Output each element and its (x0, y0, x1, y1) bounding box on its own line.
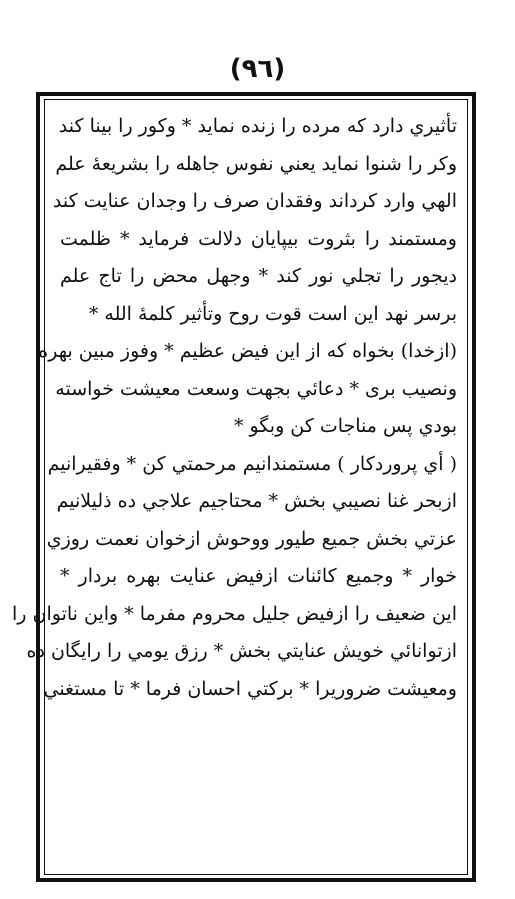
text-line: ومستمند را بثروت بیپایان دلالت فرماید * ظلمت (60, 227, 457, 250)
body-text (12, 108, 457, 708)
text-line: (ازخدا) بخواه که از این فیض عظیم * وفوز مبین بهره (38, 340, 457, 362)
text-line: بودي پس مناجات کن وبگو * (233, 415, 457, 437)
text-line: ازبحر غنا نصیبي بخش * محتاجیم علاجي ده ذلیلانیم (56, 490, 457, 512)
text-line: ونصیب بری * دعائي بجهت وسعت معیشت خواسته (55, 377, 457, 400)
text-line: ومعیشت ضروریرا * برکتي احسان فرما * تا مستغني (43, 677, 457, 700)
text-line: وکر را شنوا نماید یعني نفوس جاهله را بشریعۀ علم (55, 152, 457, 175)
text-line: الهي وارد کرداند وفقدان صرف را وجدان عنایت کند (52, 190, 457, 212)
text-line: خوار * وجمیع کائنات ازفیض عنایت بهره بردار * (60, 565, 457, 587)
text-line: عزتي بخش جمیع طیور ووحوش ازخوان نعمت روزي (46, 527, 457, 550)
text-line: تأثيري دارد که مرده را زنده نماید * وکور را بینا کند (58, 115, 457, 137)
text-line: ازتوانائي خویش عنایتي بخش * رزق یومي را رایگان ده (26, 640, 457, 662)
text-line: برسر نهد این است قوت روح وتأثیر کلمۀ الله * (88, 302, 457, 325)
text-line: دیجور را تجلي نور کند * وجهل محض را تاج علم (60, 265, 457, 287)
text-line: ( أي پروردکار ) مستمندانیم مرحمتي کن * وفقیرانیم (47, 452, 457, 475)
page-number: (٩٦) (229, 54, 286, 84)
text-line: این ضعیف را ازفیض جلیل محروم مفرما * واین ناتوان را (12, 602, 457, 625)
